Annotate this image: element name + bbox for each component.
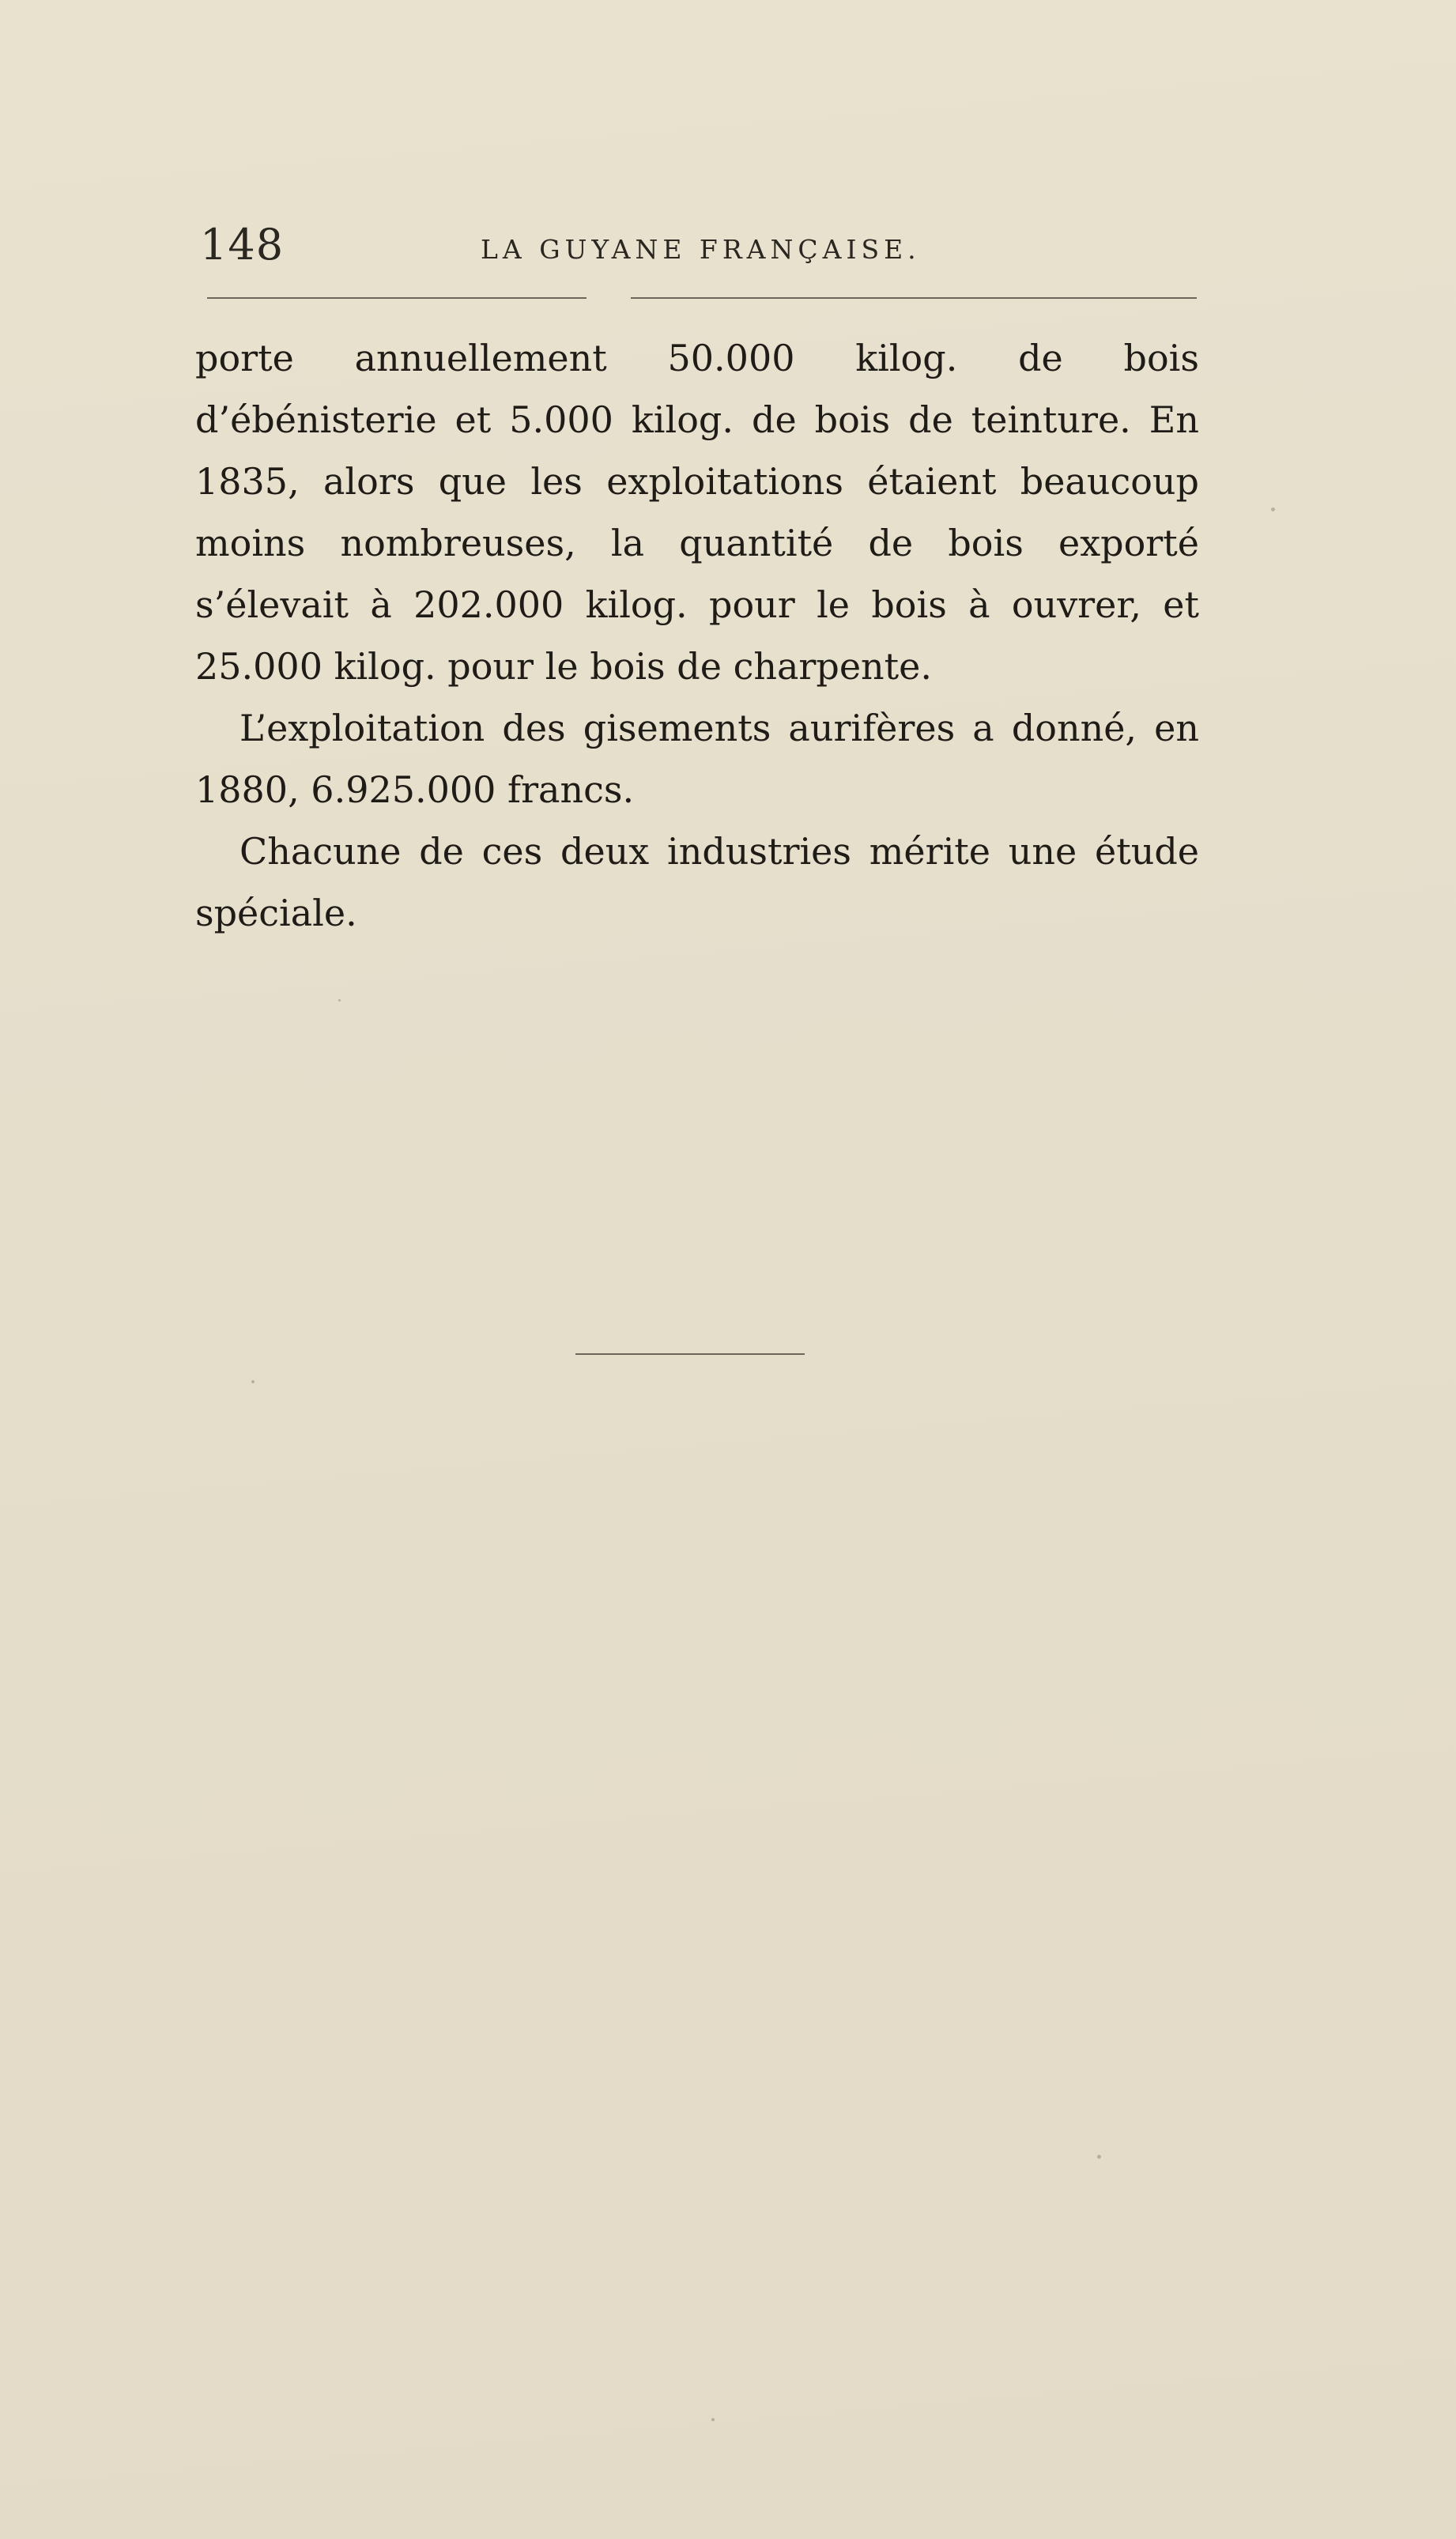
header-rule — [207, 297, 1197, 299]
paragraph-gold-mining: L’exploitation des gisements aurifères a donné, en 1880, 6.925.000 francs. — [195, 707, 1199, 811]
body-text — [195, 327, 1199, 944]
paper-speck — [1271, 507, 1275, 511]
page-number: 148 — [200, 220, 285, 270]
paragraph-industries: Chacune de ces deux industries mérite une étude spéciale. — [195, 830, 1199, 934]
page-header — [200, 212, 1196, 275]
paper-speck — [251, 1380, 255, 1383]
paper-speck — [1097, 2155, 1101, 2159]
paragraph-continuation: porte annuellement 50.000 kilog. de bois d’ébénisterie et 5.000 kilog. de bois de teinture. En 1835, alors que les exploitations étaient beaucoup moins nombreuses, la quantité de bois exporté s’élevait à 202.000 kilog. pour le bois à ouvrer, et 25.000 kilog. pour le bois de charpente. — [195, 337, 1199, 688]
section-end-rule — [575, 1353, 805, 1355]
paper-speck — [338, 999, 341, 1002]
running-title: LA GUYANE FRANÇAISE. — [481, 234, 921, 265]
paper-speck — [711, 2418, 715, 2421]
header-rule-gap — [587, 294, 631, 300]
